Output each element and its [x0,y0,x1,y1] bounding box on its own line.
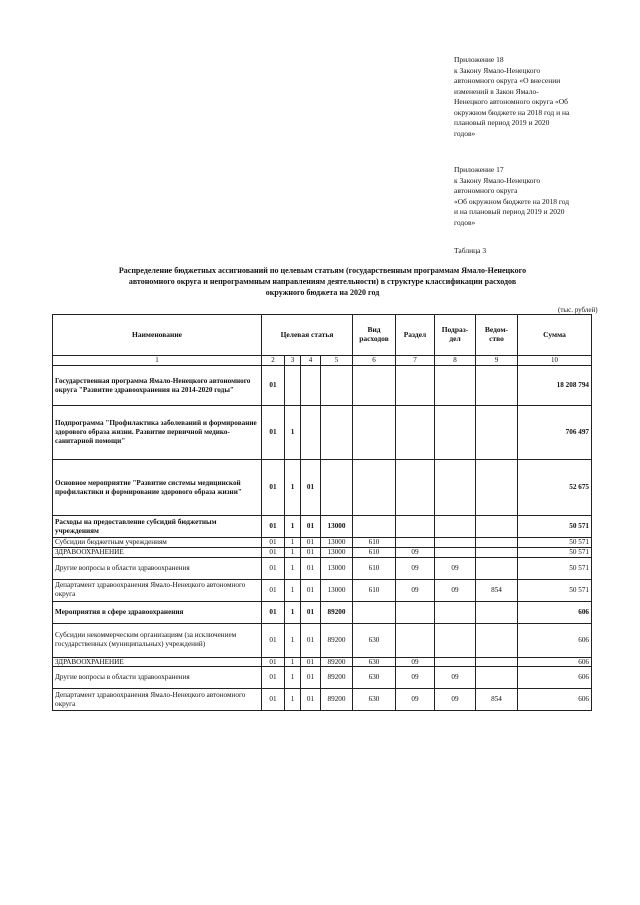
department [476,557,518,579]
expense-type: 630 [353,657,396,667]
subsection: 09 [435,667,476,689]
target-subprogram: 1 [285,516,301,538]
target-subprogram: 1 [285,460,301,516]
subsection [435,366,476,406]
target-event: 01 [301,667,321,689]
target-subprogram: 1 [285,547,301,557]
target-direction: 13000 [321,557,353,579]
target-event: 01 [301,579,321,601]
amount: 706 497 [518,406,592,460]
department: 854 [476,689,518,711]
amount: 606 [518,689,592,711]
target-direction [321,460,353,516]
note-line: автономного округа [454,186,518,195]
subsection [435,547,476,557]
row-name: Расходы на предоставление субсидий бюджетным учреждениям [53,516,262,538]
section [396,406,435,460]
table-row [53,623,592,657]
section: 09 [396,689,435,711]
col-header-name: Наименование [53,315,262,356]
note-line: к Закону Ямало-Ненецкого [454,175,541,185]
table-number: Таблица 3 [454,246,487,255]
expense-type: 610 [353,538,396,548]
column-number: 9 [476,356,518,366]
row-name: Департамент здравоохранения Ямало-Ненецкого автономного округа [53,579,262,601]
target-direction: 13000 [321,579,353,601]
amount: 50 571 [518,579,592,601]
target-program: 01 [262,579,285,601]
target-event: 01 [301,601,321,623]
target-program: 01 [262,366,285,406]
subsection [435,406,476,460]
target-program: 01 [262,516,285,538]
target-program: 01 [262,689,285,711]
row-name: Субсидии некоммерческим организациям (за исключением государственных (муниципальных) учреждений) [53,623,262,657]
row-name: Другие вопросы в области здравоохранения [53,667,262,689]
target-subprogram [285,366,301,406]
column-number: 8 [435,356,476,366]
expense-type [353,406,396,460]
target-direction: 13000 [321,538,353,548]
column-number: 5 [321,356,353,366]
section: 09 [396,579,435,601]
appendix-17-note [454,165,634,228]
department [476,460,518,516]
column-number: 10 [518,356,592,366]
row-name: Основное мероприятие "Развитие системы медицинской профилактики и формирование здорового образа жизни" [53,460,262,516]
note-line: Приложение 17 [454,165,504,174]
table-row [53,547,592,557]
amount: 52 675 [518,460,592,516]
note-line: плановый период 2019 и 2020 [454,118,550,127]
subsection [435,460,476,516]
column-number: 4 [301,356,321,366]
note-line: годов» [454,128,476,138]
target-subprogram: 1 [285,601,301,623]
target-program: 01 [262,538,285,548]
table-row [53,657,592,667]
target-event: 01 [301,657,321,667]
target-program: 01 [262,460,285,516]
row-name: Мероприятия в сфере здравоохранения [53,601,262,623]
amount: 50 571 [518,516,592,538]
expense-type [353,601,396,623]
target-direction: 89200 [321,601,353,623]
target-direction: 89200 [321,667,353,689]
target-event: 01 [301,689,321,711]
expense-type: 610 [353,557,396,579]
target-event: 01 [301,623,321,657]
target-direction: 13000 [321,547,353,557]
document-heading [60,265,585,298]
row-name: Другие вопросы в области здравоохранения [53,557,262,579]
department [476,601,518,623]
expense-type: 630 [353,689,396,711]
section [396,516,435,538]
note-line: «Об окружном бюджете на 2018 год [454,196,570,206]
note-line: и на плановый период 2019 и 2020 [454,207,565,216]
subsection: 09 [435,689,476,711]
table-row [53,579,592,601]
table-row [53,667,592,689]
target-program: 01 [262,557,285,579]
column-number: 6 [353,356,396,366]
amount: 606 [518,601,592,623]
column-number: 2 [262,356,285,366]
note-line: к Закону Ямало-Ненецкого [454,65,541,75]
col-header-vid: Вид расходов [353,315,396,356]
amount: 606 [518,657,592,667]
target-event: 01 [301,547,321,557]
target-subprogram: 1 [285,657,301,667]
table-row [53,557,592,579]
section [396,601,435,623]
table-row [53,689,592,711]
expense-type: 610 [353,579,396,601]
row-name: Подпрограмма "Профилактика заболеваний и формирование здорового образа жизни. Развитие первичной медико-санитарной помощи" [53,406,262,460]
col-header-podrazdel: Подраз-дел [435,315,476,356]
note-line: Ненецкого автономного округа «Об [454,97,568,106]
row-name: Субсидии бюджетным учреждениям [53,538,262,548]
amount: 606 [518,667,592,689]
section [396,538,435,548]
target-program: 01 [262,667,285,689]
subsection [435,623,476,657]
note-line: Приложение 18 [454,55,504,64]
table-row [53,406,592,460]
department [476,516,518,538]
table-row [53,366,592,406]
target-subprogram: 1 [285,623,301,657]
note-line: окружном бюджете на 2018 год и на [454,107,570,117]
subsection: 09 [435,557,476,579]
column-number: 7 [396,356,435,366]
subsection [435,601,476,623]
expense-type [353,460,396,516]
target-program: 01 [262,547,285,557]
expense-type [353,516,396,538]
amount: 50 571 [518,557,592,579]
target-event: 01 [301,460,321,516]
budget-table [52,314,592,711]
amount: 50 571 [518,547,592,557]
row-name: ЗДРАВООХРАНЕНИЕ [53,657,262,667]
section: 09 [396,667,435,689]
column-number: 1 [53,356,262,366]
amount: 50 571 [518,538,592,548]
section: 09 [396,547,435,557]
col-header-razdel: Раздел [396,315,435,356]
target-direction: 89200 [321,657,353,667]
units-label: (тыс. рублей) [558,306,598,314]
column-number: 3 [285,356,301,366]
target-subprogram: 1 [285,538,301,548]
target-subprogram: 1 [285,689,301,711]
note-line: автономного округа «О внесении [454,76,561,85]
row-name: Государственная программа Ямало-Ненецкого автономного округа "Развитие здравоохранения на 2014-2020 годы" [53,366,262,406]
target-program: 01 [262,601,285,623]
amount: 606 [518,623,592,657]
table-row [53,538,592,548]
department [476,366,518,406]
department [476,406,518,460]
col-header-summa: Сумма [518,315,592,356]
department [476,547,518,557]
target-direction: 89200 [321,623,353,657]
expense-type: 630 [353,667,396,689]
amount: 18 208 794 [518,366,592,406]
appendix-18-note [454,55,634,139]
target-subprogram: 1 [285,579,301,601]
table-row [53,460,592,516]
target-direction [321,366,353,406]
target-event: 01 [301,516,321,538]
section [396,366,435,406]
target-program: 01 [262,657,285,667]
column-numbers-row [53,356,592,366]
note-line: изменений в Закон Ямало- [454,86,539,96]
subsection [435,516,476,538]
section [396,460,435,516]
department [476,657,518,667]
heading-line: Распределение бюджетных ассигнований по целевым статьям (государственным программам Ямало-Ненецкого [118,266,527,275]
row-name: Департамент здравоохранения Ямало-Ненецкого автономного округа [53,689,262,711]
target-direction: 13000 [321,516,353,538]
target-event: 01 [301,538,321,548]
department: 854 [476,579,518,601]
subsection: 09 [435,579,476,601]
target-event [301,406,321,460]
col-header-vedomstvo: Ведом-ство [476,315,518,356]
department [476,667,518,689]
subsection [435,538,476,548]
section: 09 [396,557,435,579]
target-subprogram: 1 [285,557,301,579]
col-header-target: Целевая статья [262,315,353,356]
expense-type: 610 [353,547,396,557]
note-line: годов» [454,217,476,227]
department [476,538,518,548]
department [476,623,518,657]
target-subprogram: 1 [285,406,301,460]
section [396,623,435,657]
table-row [53,601,592,623]
target-event: 01 [301,557,321,579]
heading-line: окружного бюджета на 2020 год [265,288,380,297]
target-direction: 89200 [321,689,353,711]
row-name: ЗДРАВООХРАНЕНИЕ [53,547,262,557]
subsection [435,657,476,667]
table-row [53,516,592,538]
target-direction [321,406,353,460]
target-program: 01 [262,406,285,460]
heading-line: автономного округа и непрограммным направлениям деятельности) в структуре классификации расходов [128,277,517,286]
expense-type: 630 [353,623,396,657]
target-event [301,366,321,406]
target-subprogram: 1 [285,667,301,689]
section: 09 [396,657,435,667]
target-program: 01 [262,623,285,657]
expense-type [353,366,396,406]
